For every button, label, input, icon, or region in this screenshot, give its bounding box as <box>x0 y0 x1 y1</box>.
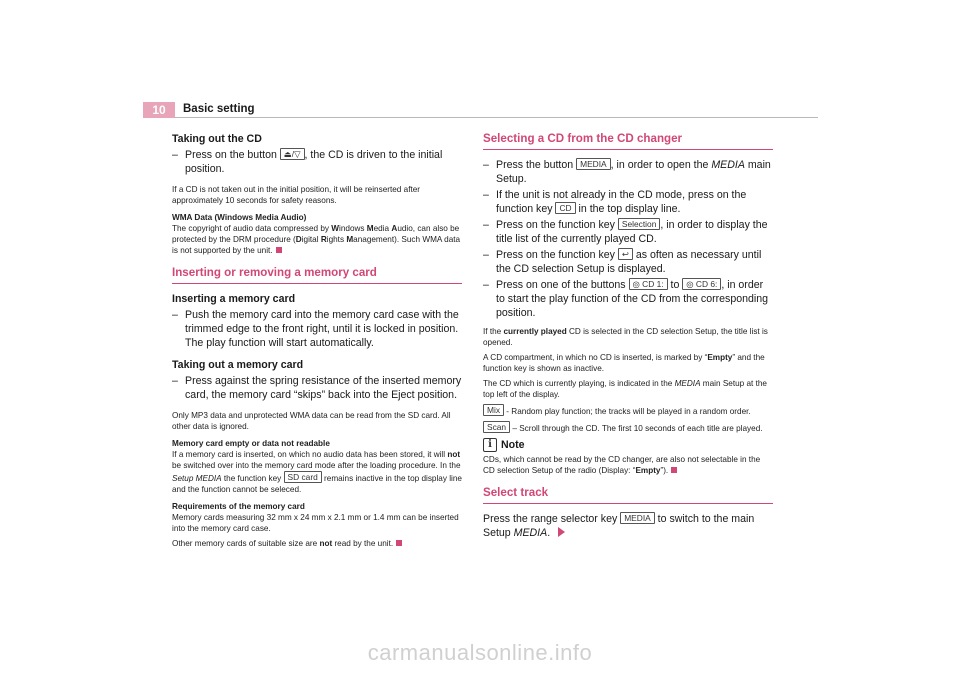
section-end-icon <box>396 540 402 546</box>
taking-out-cd-step: – Press on the button ⏏/▽ , the CD is driven to the initial position. <box>172 148 462 176</box>
scan-key: Scan <box>483 421 510 433</box>
taking-out-cd-heading: Taking out the CD <box>172 133 262 145</box>
media-key: MEDIA <box>576 158 611 170</box>
select-track-text: Press the range selector key MEDIA to switch to the main Setup MEDIA. <box>483 513 755 539</box>
info-icon: i <box>483 438 497 452</box>
cd-step-2: – If the unit is not already in the CD mode, press on the function key CD in the top display line. <box>483 188 773 216</box>
sd-card-key: SD card <box>284 471 322 483</box>
only-mp3-note: Only MP3 data and unprotected WMA data can be read from the SD card. All other data is ignored. <box>172 411 451 431</box>
insert-card-step: – Push the memory card into the memory card case with the trimmed edge to the front right, until it is locked in position. The play function will start automatically. <box>172 308 462 350</box>
media-range-key: MEDIA <box>620 512 655 524</box>
cd-note-2: A CD compartment, in which no CD is inserted, is marked by “Empty” and the function key is shown as inactive. <box>483 353 765 373</box>
cd-note-1: If the currently played CD is selected in the CD selection Setup, the title list is opened. <box>483 327 768 347</box>
note-header <box>483 438 773 452</box>
left-column <box>172 132 462 549</box>
insert-card-heading: Inserting a memory card <box>172 293 296 305</box>
requirements-text: Memory cards measuring 32 mm x 24 mm x 2.1 mm or 1.4 mm can be inserted into the memory card case. <box>172 513 459 533</box>
cd-step-3: – Press on the function key Selection , in order to display the title list of the currently played CD. <box>483 218 773 246</box>
other-cards-text: Other memory cards of suitable size are not read by the unit. <box>172 538 462 549</box>
selection-key: Selection <box>618 218 660 230</box>
requirements-heading: Requirements of the memory card <box>172 502 305 511</box>
note-text: CDs, which cannot be read by the CD changer, are also not selectable in the CD selection Setup of the radio (Display: “Empty”). <box>483 455 761 475</box>
cd1-key: ◎ CD 1: <box>629 278 668 290</box>
takeout-card-heading: Taking out a memory card <box>172 359 304 371</box>
cd-note-3: The CD which is currently playing, is indicated in the MEDIA main Setup at the top left of the display. <box>483 379 767 399</box>
takeout-card-step: – Press against the spring resistance of the inserted memory card, the memory card “skips” back into the Eject position. <box>172 374 462 402</box>
page-number: 10 <box>143 102 175 118</box>
taking-out-cd-note: If a CD is not taken out in the initial position, it will be reinserted after approximately 10 seconds for safety reasons. <box>172 185 421 205</box>
mix-key: Mix <box>483 404 504 416</box>
empty-card-heading: Memory card empty or data not readable <box>172 439 330 448</box>
mix-note: Mix - Random play function; the tracks will be played in a random order. <box>483 404 773 417</box>
empty-card-text: If a memory card is inserted, on which no audio data has been stored, it will not be switched over into the memory card mode after the loading procedure. In the Setup MEDIA the function key SD card remains inactive in the top display line and the function cannot be seleced. <box>172 450 462 494</box>
memory-card-section-title: Inserting or removing a memory card <box>172 266 462 284</box>
cd-key: CD <box>555 202 575 214</box>
section-end-icon <box>276 247 282 253</box>
watermark: carmanualsonline.info <box>367 640 593 665</box>
right-column <box>483 132 773 540</box>
cd-step-1: – Press the button MEDIA , in order to open the MEDIA main Setup. <box>483 158 773 186</box>
section-end-icon <box>671 467 677 473</box>
cd-step-5: – Press on one of the buttons ◎ CD 1: to ◎ CD 6: , in order to start the play function of the CD from the corresponding position. <box>483 278 773 320</box>
header-rule <box>143 117 818 118</box>
select-track-section-title: Select track <box>483 486 773 504</box>
wma-text: The copyright of audio data compressed by Windows Media Audio, can also be protected by the DRM procedure (Digital Rights Management). Such WMA data is not supported by the unit. <box>172 224 461 255</box>
cd6-key: ◎ CD 6: <box>682 278 721 290</box>
scan-note: Scan – Scroll through the CD. The first 10 seconds of each title are played. <box>483 421 773 434</box>
cd-step-4: – Press on the function key ↩ as often as necessary until the CD selection Setup is displayed. <box>483 248 773 276</box>
note-label: Note <box>501 439 525 451</box>
wma-heading: WMA Data (Windows Media Audio) <box>172 213 307 222</box>
eject-key: ⏏/▽ <box>280 148 305 160</box>
cd-changer-section-title: Selecting a CD from the CD changer <box>483 132 773 150</box>
return-key: ↩ <box>618 248 633 260</box>
continue-arrow-icon <box>558 527 565 537</box>
header-title: Basic setting <box>183 103 255 115</box>
